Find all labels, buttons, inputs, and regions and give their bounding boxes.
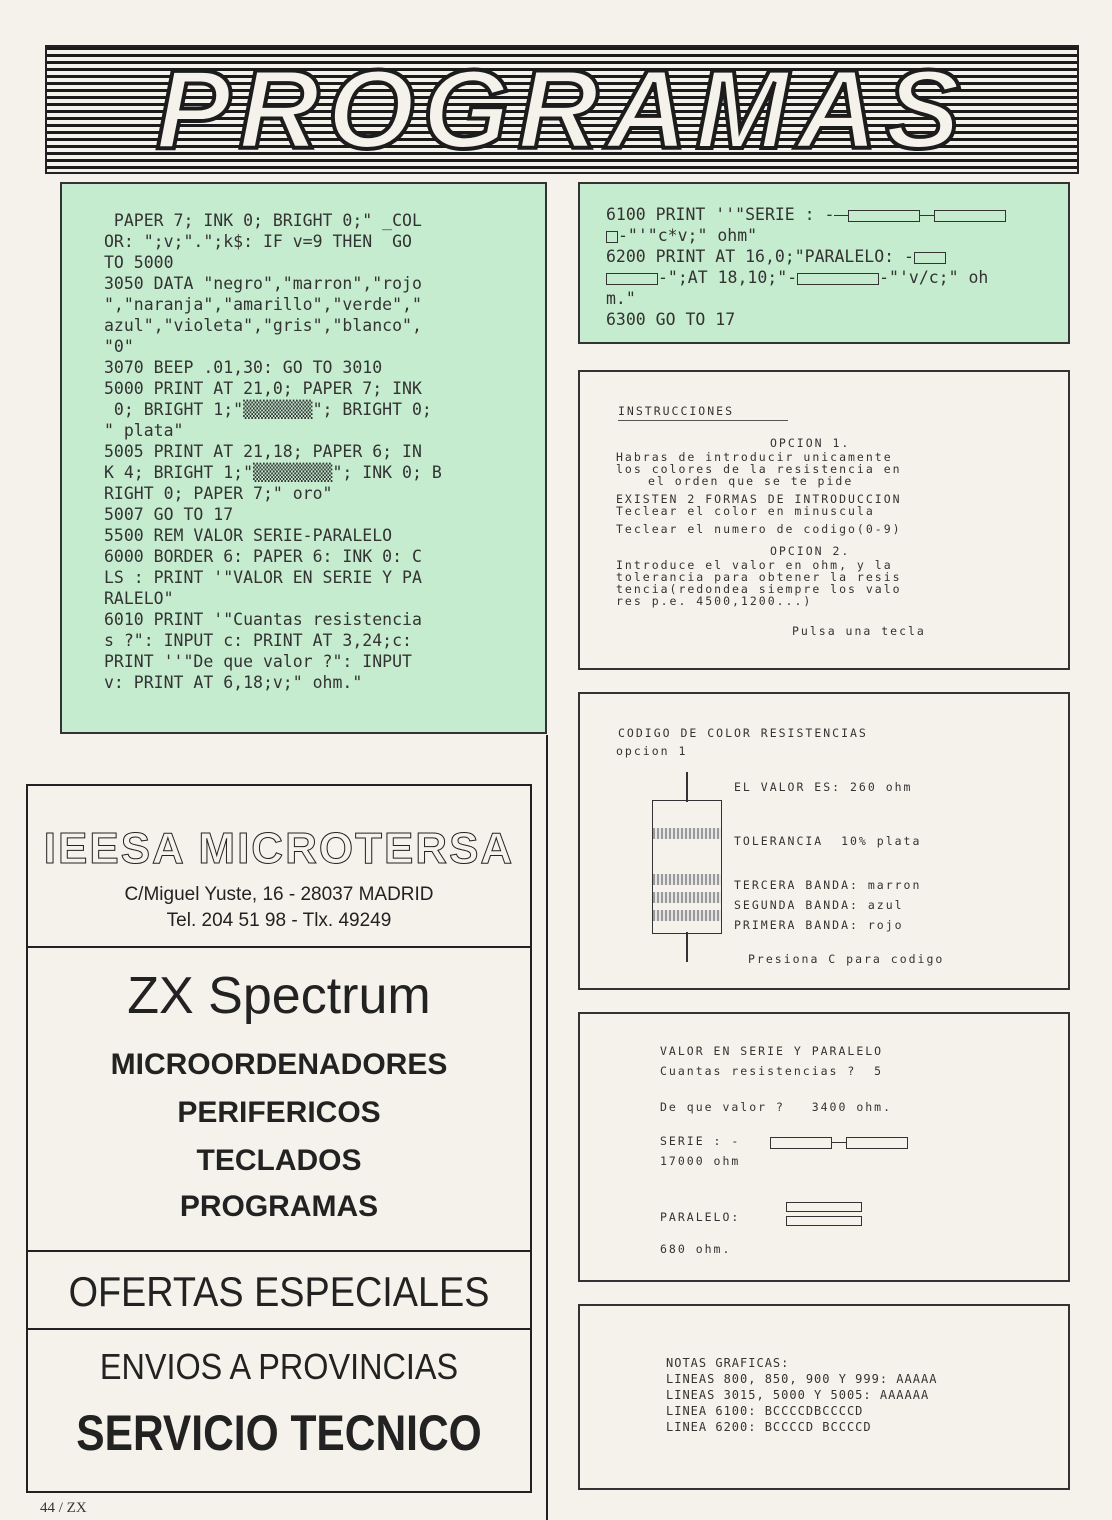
code-line: s ?": INPUT c: PRINT AT 3,24;c: [104, 631, 412, 650]
instr-line: Introduce el valor en ohm, y la [616, 558, 893, 572]
code-line-6200-cont: -";AT 18,10;"- -"'v/c;" oh [606, 267, 1068, 288]
band-tolerance [653, 828, 721, 839]
second-band-text: SEGUNDA BANDA: azul [734, 898, 904, 912]
band-second [653, 892, 721, 903]
notes-title: NOTAS GRAFICAS: [666, 1356, 790, 1370]
ad-item: TECLADOS [196, 1144, 362, 1177]
code-listing-left [104, 210, 545, 693]
instr-line: tolerancia para obtener la resis [616, 570, 902, 584]
ad-service: SERVICIO TECNICO [76, 1405, 482, 1461]
option-label: opcion 1 [616, 744, 688, 758]
code-line: LS : PRINT '"VALOR EN SERIE Y PA [104, 568, 422, 587]
instr-line: tencia(redondea siempre los valo [616, 582, 902, 596]
header-banner [45, 45, 1079, 174]
code-line: RALELO" [104, 589, 174, 608]
ad-offers: OFERTAS ESPECIALES [68, 1268, 490, 1315]
option2-heading: OPCION 2. [770, 544, 851, 558]
code-line-6300: 6300 GO TO 17 [606, 310, 736, 329]
ad-item: MICROORDENADORES [110, 1048, 448, 1081]
code-line: 3070 BEEP .01,30: GO TO 3010 [104, 358, 383, 377]
code-line: 5007 GO TO 17 [104, 505, 234, 524]
page-title: PROGRAMAS [155, 47, 969, 172]
ad-item: PROGRAMAS [179, 1190, 379, 1223]
color-code-title: CODIGO DE COLOR RESISTENCIAS [618, 726, 868, 740]
tolerance-text: TOLERANCIA 10% plata [734, 834, 922, 848]
code-line: 5005 PRINT AT 21,18; PAPER 6; IN [104, 442, 422, 461]
press-key-text: Pulsa una tecla [792, 624, 926, 638]
instr-line: Teclear el numero de codigo(0-9) [616, 522, 902, 536]
code-line-6200-end: m." [606, 289, 636, 308]
code-line: 6010 PRINT '"Cuantas resistencia [104, 610, 422, 629]
ad-divider [28, 1328, 530, 1330]
instructions-title: INSTRUCCIONES [618, 404, 735, 418]
instr-line: res p.e. 4500,1200...) [616, 594, 813, 608]
code-line-6100-cont: -"'"c*v;" ohm" [606, 225, 1068, 246]
code-line: PAPER 7; INK 0; BRIGHT 0;" _COL [104, 211, 422, 230]
screen-color-code [578, 692, 1070, 990]
ad-brand-logo: IEESA MICROTERSA [43, 824, 515, 873]
ad-divider [28, 1250, 530, 1252]
code-line-6100: 6100 PRINT ''"SERIE : - [606, 204, 1068, 225]
ad-shipping: ENVIOS A PROVINCIAS [99, 1346, 459, 1387]
resistance-value: EL VALOR ES: 260 ohm [734, 780, 913, 794]
serie-result: 17000 ohm [660, 1154, 741, 1168]
note-line: LINEAS 3015, 5000 Y 5005: AAAAAA [666, 1388, 930, 1402]
series-parallel-title: VALOR EN SERIE Y PARALELO [660, 1044, 884, 1058]
ad-frame [26, 784, 532, 1493]
code-line: OR: ";v;".";k$: IF v=9 THEN GO [104, 232, 412, 251]
ad-address: C/Miguel Yuste, 16 - 28037 MADRID [124, 884, 434, 905]
band-third [653, 874, 721, 885]
resistor-lead-bottom [686, 932, 688, 962]
band-first [653, 910, 721, 921]
code-line: PRINT ''"De que valor ?": INPUT [104, 652, 412, 671]
page-number: 44 / ZX [40, 1500, 87, 1516]
code-line: TO 5000 [104, 253, 174, 272]
listing-left-panel [60, 182, 547, 734]
note-line: LINEA 6200: BCCCCD BCCCCD [666, 1420, 872, 1434]
paralelo-result: 680 ohm. [660, 1242, 732, 1256]
code-line: 5000 PRINT AT 21,0; PAPER 7; INK [104, 379, 422, 398]
instr-line: Teclear el color en minuscula [616, 504, 875, 518]
code-line: v: PRINT AT 6,18;v;" ohm." [104, 673, 363, 692]
listing-right-panel [578, 182, 1070, 344]
ad-phone: Tel. 204 51 98 - Tlx. 49249 [166, 910, 392, 931]
option1-heading: OPCION 1. [770, 436, 851, 450]
advertisement [8, 762, 548, 1512]
screen-instructions [578, 370, 1070, 670]
count-question: Cuantas resistencias ? 5 [660, 1064, 884, 1078]
notes-box [578, 1304, 1070, 1490]
code-line: 5500 REM VALOR SERIE-PARALELO [104, 526, 393, 545]
code-line: "0" [104, 337, 134, 356]
press-c-text: Presiona C para codigo [748, 952, 945, 966]
title-underline [618, 420, 788, 421]
instr-line: EXISTEN 2 FORMAS DE INTRODUCCION [616, 492, 902, 506]
note-line: LINEA 6100: BCCCCDBCCCCD [666, 1404, 864, 1418]
paralelo-label: PARALELO: [660, 1210, 741, 1224]
serie-resistors [770, 1132, 908, 1151]
screen-series-parallel [578, 1012, 1070, 1282]
code-line: 0; BRIGHT 1;"▒▒▒▒▒▒▒"; BRIGHT 0; [104, 400, 432, 419]
ad-item: PERIFERICOS [177, 1096, 381, 1129]
code-line: RIGHT 0; PAPER 7;" oro" [104, 484, 333, 503]
code-line: ","naranja","amarillo","verde"," [104, 295, 422, 314]
code-line: 3050 DATA "negro","marron","rojo [104, 274, 422, 293]
instr-line: los colores de la resistencia en [616, 462, 902, 476]
third-band-text: TERCERA BANDA: marron [734, 878, 922, 892]
code-line: K 4; BRIGHT 1;"▒▒▒▒▒▒▒▒"; INK 0; B [104, 463, 442, 482]
value-question: De que valor ? 3400 ohm. [660, 1100, 893, 1114]
code-line: azul","violeta","gris","blanco", [104, 316, 422, 335]
note-line: LINEAS 800, 850, 900 Y 999: AAAAA [666, 1372, 938, 1386]
first-band-text: PRIMERA BANDA: rojo [734, 918, 904, 932]
resistor-lead-top [686, 772, 688, 802]
code-line-6200: 6200 PRINT AT 16,0;"PARALELO: - [606, 246, 1068, 267]
ad-divider [28, 946, 530, 948]
instr-line: el orden que se te pide [648, 474, 854, 488]
code-line: 6000 BORDER 6: PAPER 6: INK 0: C [104, 547, 422, 566]
paralelo-resistors [786, 1202, 860, 1228]
serie-label: SERIE : - [660, 1134, 741, 1148]
ad-product-logo: ZX Spectrum [127, 967, 431, 1025]
code-line: " plata" [104, 421, 184, 440]
instr-line: Habras de introducir unicamente [616, 450, 893, 464]
